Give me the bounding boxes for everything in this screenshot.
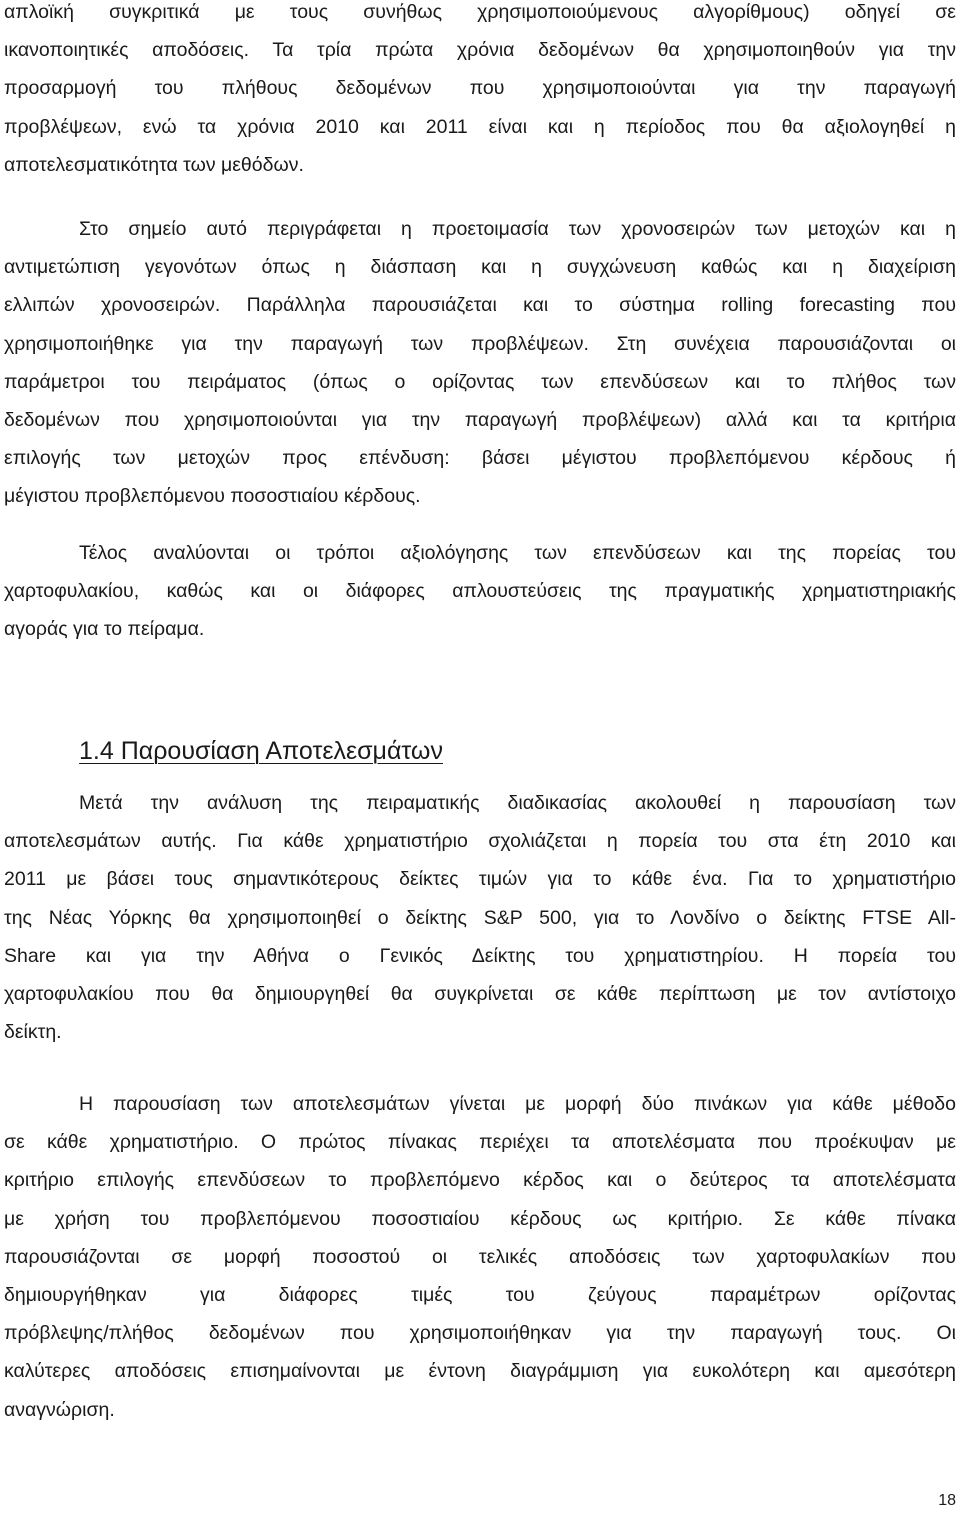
section-heading: 1.4 Παρουσίαση Αποτελεσμάτων [79, 737, 443, 765]
text-line: Share και για την Αθήνα ο Γενικός Δείκτης του χρηματιστηρίου. Η πορεία του [4, 944, 956, 967]
text-line: 2011 με βάσει τους σημαντικότερους δείκτες τιμών για το κάθε ένα. Για το χρηματιστήριο [4, 868, 956, 891]
text-line: σε κάθε χρηματιστήριο. Ο πρώτος πίνακας περιέχει τα αποτελέσματα που προέκυψαν με [4, 1131, 956, 1154]
text-line: Μετά την ανάλυση της πειραματικής διαδικασίας ακολουθεί η παρουσίαση των [79, 792, 956, 814]
text-line: απλοϊκή συγκριτικά με τους συνήθως χρησιμοποιούμενους αλγορίθμους) οδηγεί σε [4, 1, 956, 23]
text-line: χρησιμοποιήθηκε για την παραγωγή των προβλέψεων. Στη συνέχεια παρουσιάζονται οι [4, 332, 956, 355]
text-line: της Νέας Υόρκης θα χρησιμοποιηθεί ο δείκτης S&P 500, για το Λονδίνο ο δείκτης FTSE All- [4, 906, 956, 929]
text-line: δεδομένων που χρησιμοποιούνται για την παραγωγή προβλέψεων) αλλά και τα κριτήρια [4, 408, 956, 431]
text-line: αποτελεσμάτων αυτής. Για κάθε χρηματιστήριο σχολιάζεται η πορεία του στα έτη 2010 και [4, 830, 956, 853]
text-line: αναγνώριση. [4, 1398, 115, 1421]
text-line: παράμετροι του πειράματος (όπως ο ορίζοντας των επενδύσεων και το πλήθος των [4, 370, 956, 393]
text-line: Η παρουσίαση των αποτελεσμάτων γίνεται με μορφή δύο πινάκων για κάθε μέθοδο [79, 1093, 956, 1115]
paragraph-4 [4, 784, 956, 1051]
text-line: προβλέψεων, ενώ τα χρόνια 2010 και 2011 είναι και η περίοδος που θα αξιολογηθεί η [4, 115, 956, 138]
text-line: καλύτερες αποδόσεις επισημαίνονται με έντονη διαγράμμιση για ευκολότερη και αμεσότερη [4, 1360, 956, 1383]
text-line: επιλογής των μετοχών προς επένδυση: βάσει μέγιστου προβλεπόμενου κέρδους ή [4, 447, 956, 470]
text-line: ικανοποιητικές αποδόσεις. Τα τρία πρώτα χρόνια δεδομένων θα χρησιμοποιηθούν για την [4, 39, 956, 62]
text-line: Τέλος αναλύονται οι τρόποι αξιολόγησης των επενδύσεων και της πορείας του [79, 542, 956, 564]
paragraph-5 [4, 1085, 956, 1429]
text-line: αποτελεσματικότητα των μεθόδων. [4, 153, 304, 176]
paragraph-3 [4, 534, 956, 649]
text-line: χαρτοφυλακίου, καθώς και οι διάφορες απλουστεύσεις της πραγματικής χρηματιστηριακής [4, 580, 956, 603]
page-number: 18 [938, 1492, 956, 1509]
text-line: πρόβλεψης/πλήθος δεδομένων που χρησιμοποιήθηκαν για την παραγωγή τους. Οι [4, 1322, 956, 1345]
text-line: προσαρμογή του πλήθους δεδομένων που χρησιμοποιούνται για την παραγωγή [4, 77, 956, 100]
paragraph-1 [4, 0, 956, 184]
text-line: με χρήση του προβλεπόμενου ποσοστιαίου κέρδους ως κριτήριο. Σε κάθε πίνακα [4, 1207, 956, 1230]
paragraph-2 [4, 210, 956, 516]
text-line: αντιμετώπιση γεγονότων όπως η διάσπαση και η συγχώνευση καθώς και η διαχείριση [4, 256, 956, 279]
text-line: αγοράς για το πείραμα. [4, 618, 205, 641]
text-line: Στο σημείο αυτό περιγράφεται η προετοιμασία των χρονοσειρών των μετοχών και η [79, 218, 956, 240]
text-line: δείκτη. [4, 1021, 62, 1044]
text-line: μέγιστου προβλεπόμενου ποσοστιαίου κέρδους. [4, 485, 421, 508]
text-line: ελλιπών χρονοσειρών. Παράλληλα παρουσιάζεται και το σύστημα rolling forecasting που [4, 294, 956, 317]
text-line: παρουσιάζονται σε μορφή ποσοστού οι τελικές αποδόσεις των χαρτοφυλακίων που [4, 1245, 956, 1268]
text-line: χαρτοφυλακίου που θα δημιουργηθεί θα συγκρίνεται σε κάθε περίπτωση με τον αντίστοιχο [4, 982, 956, 1005]
text-line: δημιουργήθηκαν για διάφορες τιμές του ζεύγους παραμέτρων ορίζοντας [4, 1283, 956, 1306]
text-line: κριτήριο επιλογής επενδύσεων το προβλεπόμενο κέρδος και ο δεύτερος τα αποτελέσματα [4, 1169, 956, 1192]
